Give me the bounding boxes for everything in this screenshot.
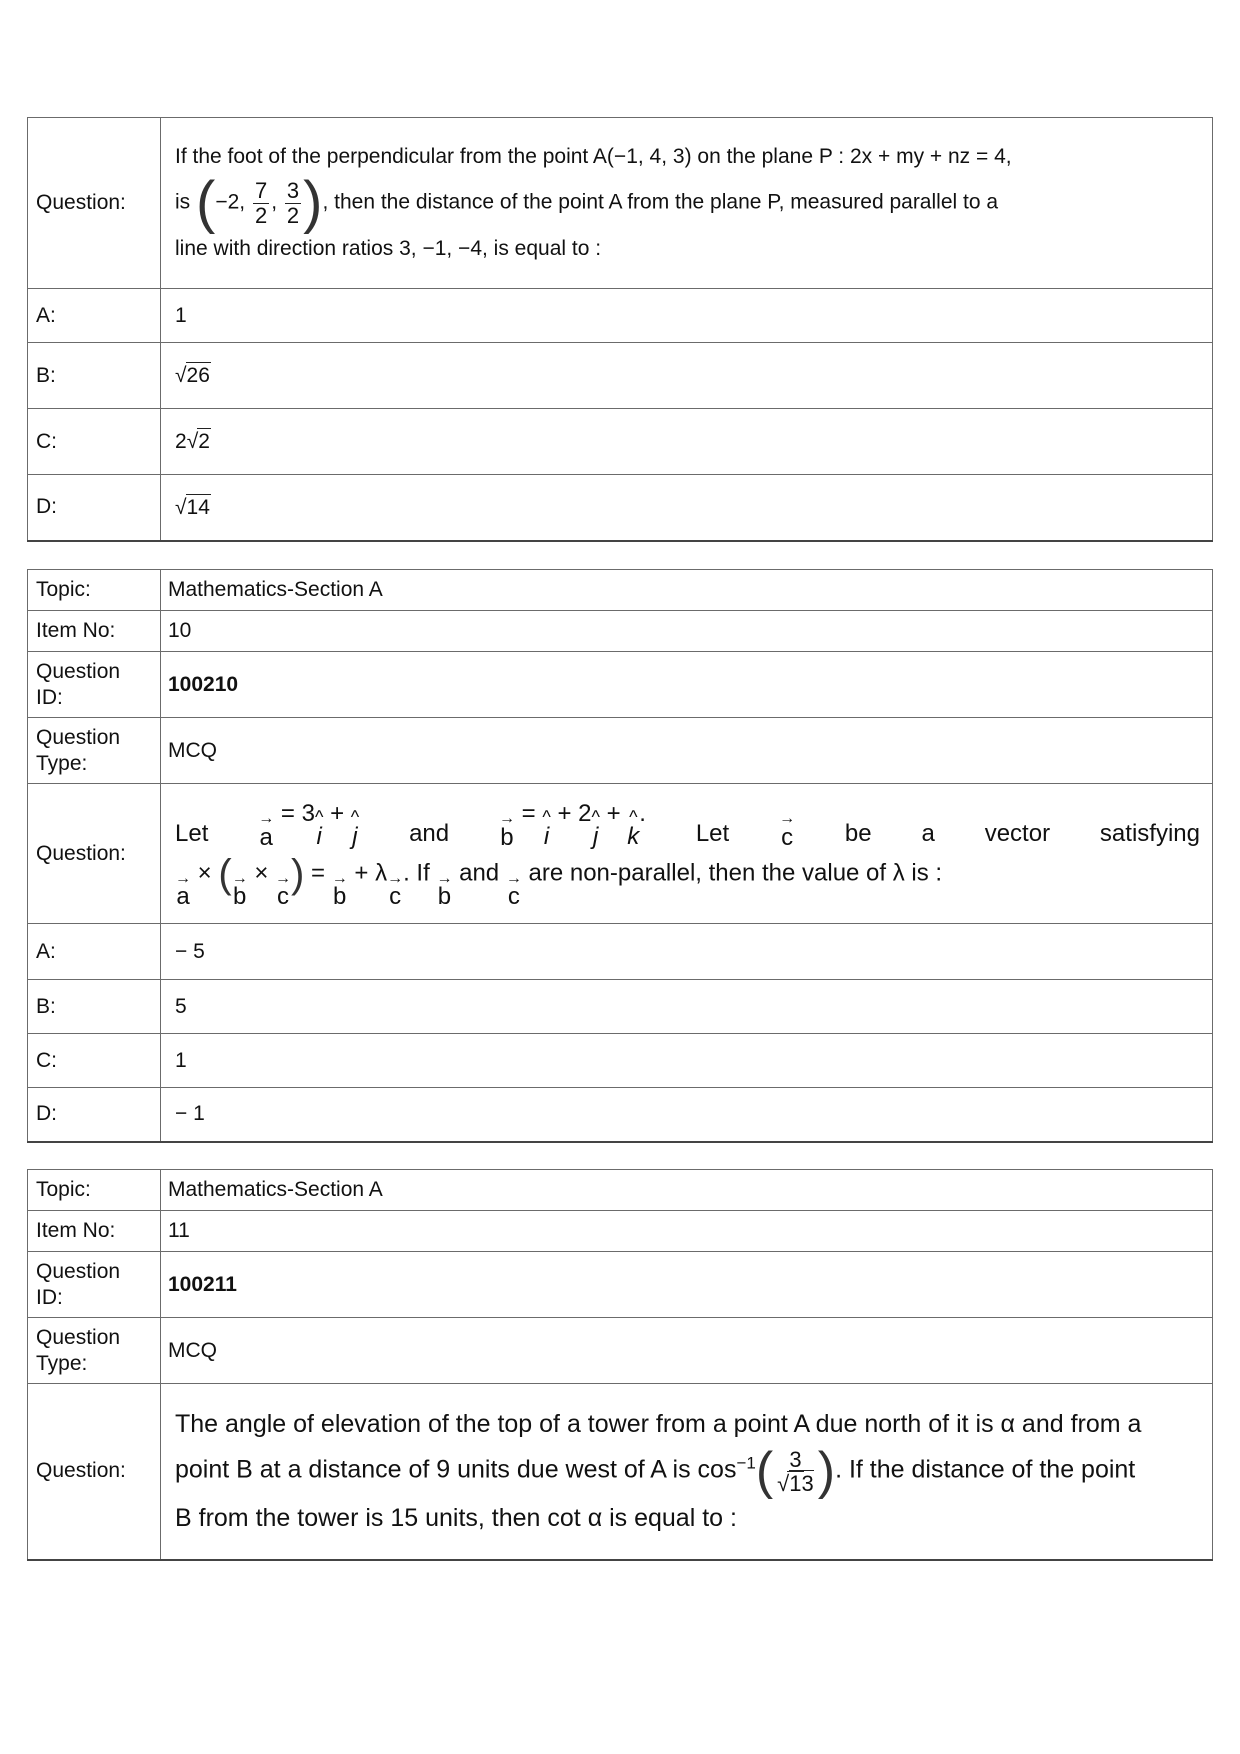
question-label: Question: — [28, 784, 161, 924]
item-no-value: 10 — [161, 611, 1213, 652]
topic-label: Topic: — [28, 1170, 161, 1211]
topic-value: Mathematics-Section A — [161, 1170, 1213, 1211]
option-b-value: 5 — [161, 980, 1213, 1034]
option-d-value: − 1 — [161, 1088, 1213, 1142]
option-label: B: — [28, 343, 161, 409]
question-line: line with direction ratios 3, −1, −4, is equal to : — [175, 237, 602, 260]
question-id-label: Question ID: — [28, 652, 161, 718]
question-type-value: MCQ — [161, 1318, 1213, 1384]
topic-label: Topic: — [28, 570, 161, 611]
topic-value: Mathematics-Section A — [161, 570, 1213, 611]
question-label: Question: — [28, 1384, 161, 1560]
question-id-value: 100210 — [161, 652, 1213, 718]
fraction-3-sqrt13: $\frac{3}{√13}$ — [777, 1446, 814, 1496]
item-no-label: Item No: — [28, 1211, 161, 1252]
question-id-value: 100211 — [161, 1252, 1213, 1318]
option-c-value: 1 — [161, 1034, 1213, 1088]
question-9-table — [27, 117, 1213, 542]
question-text: Let → a = 3 ^ i + ^ j and → b = ^ i + 2 ^ j + ^ k . Let → c be a vector satisfying → a × ( → b × → c ) = → b + λ → c . If → b and → c are non-parallel, then the value of λ is : — [161, 784, 1213, 924]
fraction-7-2: $\frac{7}{2}$ — [254, 178, 268, 228]
option-label: A: — [28, 289, 161, 343]
option-a-value: − 5 — [161, 924, 1213, 980]
question-10-table — [27, 569, 1213, 1143]
question-line: If the foot of the perpendicular from the point A(−1, 4, 3) on the plane P : 2x + my + nz = 4, — [175, 145, 1012, 169]
question-line: The angle of elevation of the top of a tower from a point A due north of it is α and from a — [175, 1409, 1142, 1438]
question-line: point B at a distance of 9 units due west of A is cos — [175, 1455, 737, 1484]
question-text: The angle of elevation of the top of a tower from a point A due north of it is α and from a point B at a distance of 9 units due west of A is $\cos^{-1}$( $\frac{3}{√13}$ ). If the distance of the point B from the tower is 15 units, then cot α is equal to : — [161, 1384, 1213, 1560]
question-line: . If the distance of the point — [835, 1455, 1136, 1484]
question-line: , then the distance of the point A from the plane P, measured parallel to a — [322, 190, 999, 214]
foot-x: −2, — [215, 190, 246, 214]
option-label: B: — [28, 980, 161, 1034]
option-label: D: — [28, 475, 161, 541]
question-line: B from the tower is 15 units, then cot α is equal to : — [175, 1504, 737, 1533]
radicand: 26 — [186, 364, 210, 388]
question-word: is — [175, 190, 191, 214]
fraction-3-2: $\frac{3}{2}$ — [286, 178, 300, 228]
option-label: C: — [28, 1034, 161, 1088]
option-label: C: — [28, 409, 161, 475]
coefficient: 2 — [175, 430, 187, 454]
question-text: If the foot of the perpendicular from the point A(−1, 4, 3) on the plane P : 2x + my + nz = 4, is (−2, $\frac{7}{2}$ , $\frac{3}{2}$ ), then the distance of the point A from the plane P, measured parallel to a line with direction ratios 3, −1, −4, is equal to : — [161, 118, 1213, 289]
question-label: Question: — [28, 118, 161, 289]
question-type-label: Question Type: — [28, 1318, 161, 1384]
option-c-value: 2√2 — [161, 409, 1213, 475]
question-11-table — [27, 1169, 1213, 1561]
option-label: D: — [28, 1088, 161, 1142]
question-type-label: Question Type: — [28, 718, 161, 784]
item-no-value: 11 — [161, 1211, 1213, 1252]
question-id-label: Question ID: — [28, 1252, 161, 1318]
option-d-value: √14 — [161, 475, 1213, 541]
item-no-label: Item No: — [28, 611, 161, 652]
radicand: 2 — [198, 430, 210, 454]
radicand: 14 — [186, 495, 210, 519]
option-b-value: √26 — [161, 343, 1213, 409]
question-type-value: MCQ — [161, 718, 1213, 784]
option-a-value: 1 — [161, 289, 1213, 343]
option-label: A: — [28, 924, 161, 980]
